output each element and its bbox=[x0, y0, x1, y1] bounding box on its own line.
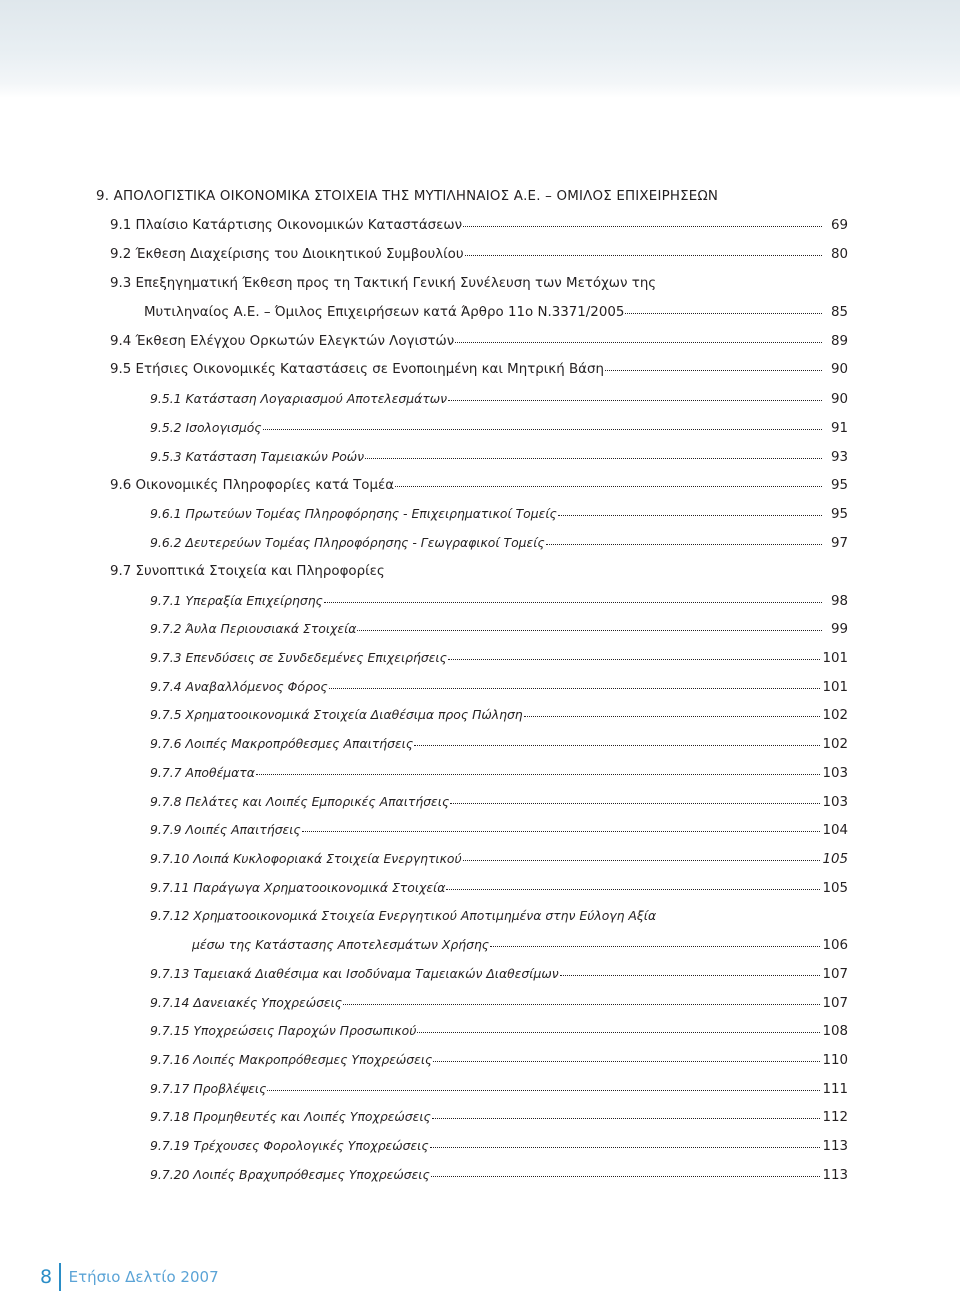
footer-divider bbox=[59, 1263, 61, 1291]
toc-entry-label: 9.7.5 Χρηματοοικονομικά Στοιχεία Διαθέσιμα προς Πώληση bbox=[150, 707, 523, 722]
toc-page-number: 85 bbox=[830, 305, 848, 320]
dot-leader bbox=[324, 601, 822, 603]
dot-leader bbox=[625, 312, 822, 314]
toc-page-number: 97 bbox=[830, 536, 848, 551]
toc-page-number: 89 bbox=[830, 334, 848, 349]
toc-entry-label: 9.1 Πλαίσιο Κατάρτισης Οικονομικών Καταστάσεων bbox=[110, 218, 463, 233]
toc-entry-9-4[interactable] bbox=[110, 330, 848, 354]
toc-page-number: 103 bbox=[822, 795, 848, 810]
toc-entry-label: 9.7.13 Ταμειακά Διαθέσιμα και Ισοδύναμα Ταμειακών Διαθεσίμων bbox=[150, 966, 559, 981]
toc-entry-9-7-2[interactable] bbox=[150, 617, 848, 641]
toc-entry-label: 9.7.11 Παράγωγα Χρηματοοικονομικά Στοιχεία bbox=[150, 880, 446, 895]
toc-entry-9-7-3[interactable] bbox=[150, 646, 848, 670]
toc-entry-9-7-17[interactable] bbox=[150, 1077, 848, 1101]
dot-leader bbox=[463, 225, 822, 227]
dot-leader bbox=[558, 514, 822, 516]
dot-leader bbox=[256, 773, 820, 775]
page-footer bbox=[40, 1262, 219, 1292]
toc-entry-label: 9.2 Έκθεση Διαχείρισης του Διοικητικού Συμβουλίου bbox=[110, 247, 464, 262]
toc-entry-9-7-19[interactable] bbox=[150, 1134, 848, 1158]
toc-page-number: 69 bbox=[830, 218, 848, 233]
toc-entry-9-7-16[interactable] bbox=[150, 1048, 848, 1072]
toc-entry-label: 9.5.3 Κατάσταση Ταμειακών Ροών bbox=[150, 449, 365, 464]
toc-entry-label: 9.7.7 Αποθέματα bbox=[150, 765, 255, 780]
toc-entry-label: Μυτιληναίος Α.Ε. – Όμιλος Επιχειρήσεων κατά Άρθρο 11ο Ν.3371/2005 bbox=[144, 305, 625, 320]
dot-leader bbox=[490, 945, 820, 947]
toc-page-number: 107 bbox=[822, 996, 848, 1011]
dot-leader bbox=[365, 457, 822, 459]
dot-leader bbox=[357, 629, 822, 631]
toc-entry-9-7-12[interactable] bbox=[150, 904, 848, 928]
toc-entry-label: 9.7.16 Λοιπές Μακροπρόθεσμες Υποχρεώσεις bbox=[150, 1052, 433, 1067]
toc-page-number: 110 bbox=[822, 1053, 848, 1068]
toc-entry-9-7-11[interactable] bbox=[150, 876, 848, 900]
dot-leader bbox=[448, 658, 821, 660]
toc-entry-label: 9.7.6 Λοιπές Μακροπρόθεσμες Απαιτήσεις bbox=[150, 736, 414, 751]
toc-entry-label: 9.7.15 Υποχρεώσεις Παροχών Προσωπικού bbox=[150, 1023, 417, 1038]
toc-entry-9-7-7[interactable] bbox=[150, 761, 848, 785]
toc-entry-9-7-18[interactable] bbox=[150, 1105, 848, 1129]
toc-chapter-heading bbox=[96, 185, 816, 209]
toc-entry-label: 9.7.12 Χρηματοοικονομικά Στοιχεία Ενεργητικού Αποτιμημένα στην Εύλογη Αξία bbox=[150, 908, 657, 923]
toc-entry-label: 9.5.2 Ισολογισμός bbox=[150, 420, 262, 435]
toc-entry-9-7-6[interactable] bbox=[150, 732, 848, 756]
toc-page-number: 105 bbox=[822, 881, 848, 896]
dot-leader bbox=[302, 830, 821, 832]
toc-entry-9-6-1[interactable] bbox=[150, 502, 848, 526]
toc-page-number: 90 bbox=[830, 362, 848, 377]
toc-entry-label: 9.7.14 Δανειακές Υποχρεώσεις bbox=[150, 995, 343, 1010]
toc-entry-9-7-9[interactable] bbox=[150, 818, 848, 842]
toc-entry-9-7-20[interactable] bbox=[150, 1163, 848, 1187]
toc-entry-9-7-13[interactable] bbox=[150, 962, 848, 986]
toc-page-number: 101 bbox=[822, 651, 848, 666]
toc-entry-9-1[interactable] bbox=[110, 214, 848, 238]
toc-entry-9-5-3[interactable] bbox=[150, 445, 848, 469]
toc-page-number: 103 bbox=[822, 766, 848, 781]
toc-page-number: 104 bbox=[822, 823, 848, 838]
dot-leader bbox=[448, 399, 822, 401]
toc-entry-label: 9.6 Οικονομικές Πληροφορίες κατά Τομέα bbox=[110, 478, 395, 493]
toc-page-number: 111 bbox=[822, 1082, 848, 1097]
toc-entry-9-2[interactable] bbox=[110, 243, 848, 267]
toc-entry-9-3[interactable] bbox=[110, 272, 848, 296]
toc-page-number: 113 bbox=[822, 1168, 848, 1183]
toc-entry-9-7-15[interactable] bbox=[150, 1019, 848, 1043]
toc-entry-label: 9.7.3 Επενδύσεις σε Συνδεδεμένες Επιχειρήσεις bbox=[150, 650, 447, 665]
dot-leader bbox=[267, 1089, 820, 1091]
toc-page-number: 107 bbox=[822, 967, 848, 982]
toc-entry-9-6-2[interactable] bbox=[150, 531, 848, 555]
toc-page-number: 112 bbox=[822, 1110, 848, 1125]
toc-entry-9-7-8[interactable] bbox=[150, 790, 848, 814]
toc-entry-label: 9.7.18 Προμηθευτές και Λοιπές Υποχρεώσεις bbox=[150, 1109, 431, 1124]
toc-entry-9-7-10[interactable] bbox=[150, 847, 848, 871]
toc-page-number: 113 bbox=[822, 1139, 848, 1154]
footer-publication-title: Ετήσιο Δελτίο 2007 bbox=[68, 1268, 219, 1286]
toc-entry-9-7[interactable] bbox=[110, 560, 848, 584]
toc-entry-label: 9.5.1 Κατάσταση Λογαριασμού Αποτελεσμάτων bbox=[150, 391, 448, 406]
dot-leader bbox=[450, 802, 820, 804]
toc-entry-label: 9.6.1 Πρωτεύων Τομέας Πληροφόρησης - Επιχειρηματικοί Τομείς bbox=[150, 506, 557, 521]
toc-page-number: 98 bbox=[830, 594, 848, 609]
dot-leader bbox=[446, 888, 820, 890]
toc-entry-9-7-12-cont[interactable] bbox=[192, 933, 848, 957]
toc-page-number: 101 bbox=[822, 680, 848, 695]
dot-leader bbox=[560, 974, 821, 976]
dot-leader bbox=[329, 687, 821, 689]
dot-leader bbox=[432, 1117, 821, 1119]
toc-page-number: 105 bbox=[822, 852, 848, 867]
toc-heading-label: 9. ΑΠΟΛΟΓΙΣΤΙΚΑ ΟΙΚΟΝΟΜΙΚΑ ΣΤΟΙΧΕΙΑ ΤΗΣ ΜΥΤΙΛΗΝΑΙΟΣ Α.Ε. – ΟΜΙΛΟΣ ΕΠΙΧΕΙΡΗΣΕΩΝ bbox=[96, 189, 719, 204]
toc-entry-9-6[interactable] bbox=[110, 474, 848, 498]
toc-entry-9-7-1[interactable] bbox=[150, 589, 848, 613]
toc-entry-label: 9.6.2 Δευτερεύων Τομέας Πληροφόρησης - Γεωγραφικοί Τομείς bbox=[150, 535, 545, 550]
dot-leader bbox=[546, 543, 822, 545]
toc-entry-9-5[interactable] bbox=[110, 358, 848, 382]
dot-leader bbox=[263, 428, 822, 430]
toc-page-number: 108 bbox=[822, 1024, 848, 1039]
dot-leader bbox=[605, 369, 822, 371]
toc-entry-label: 9.7 Συνοπτικά Στοιχεία και Πληροφορίες bbox=[110, 564, 385, 579]
toc-entry-label: 9.7.19 Τρέχουσες Φορολογικές Υποχρεώσεις bbox=[150, 1138, 429, 1153]
toc-entry-label: 9.7.8 Πελάτες και Λοιπές Εμπορικές Απαιτήσεις bbox=[150, 794, 450, 809]
toc-page-number: 99 bbox=[830, 622, 848, 637]
toc-entry-label: 9.7.9 Λοιπές Απαιτήσεις bbox=[150, 822, 301, 837]
toc-entry-label: 9.7.2 Άυλα Περιουσιακά Στοιχεία bbox=[150, 621, 357, 636]
toc-entry-9-5-1[interactable] bbox=[150, 387, 848, 411]
dot-leader bbox=[455, 341, 822, 343]
toc-entry-9-5-2[interactable] bbox=[150, 416, 848, 440]
toc-entry-label: 9.7.10 Λοιπά Κυκλοφοριακά Στοιχεία Ενεργητικού bbox=[150, 851, 462, 866]
toc-entry-9-7-5[interactable] bbox=[150, 703, 848, 727]
toc-entry-label: 9.7.20 Λοιπές Βραχυπρόθεσμες Υποχρεώσεις bbox=[150, 1167, 430, 1182]
dot-leader bbox=[465, 254, 822, 256]
toc-page-number: 90 bbox=[830, 392, 848, 407]
toc-page-number: 106 bbox=[822, 938, 848, 953]
dot-leader bbox=[343, 1003, 820, 1005]
toc-page-number: 95 bbox=[830, 507, 848, 522]
dot-leader bbox=[430, 1146, 821, 1148]
dot-leader bbox=[433, 1060, 820, 1062]
toc-entry-label: 9.5 Ετήσιες Οικονομικές Καταστάσεις σε Ενοποιημένη και Μητρική Βάση bbox=[110, 362, 604, 377]
dot-leader bbox=[414, 744, 820, 746]
toc-page-number: 91 bbox=[830, 421, 848, 436]
toc-entry-label: 9.3 Επεξηγηματική Έκθεση προς τη Τακτική Γενική Συνέλευση των Μετόχων της bbox=[110, 276, 657, 291]
toc-entry-label: 9.7.17 Προβλέψεις bbox=[150, 1081, 267, 1096]
dot-leader bbox=[395, 485, 822, 487]
toc-entry-9-7-14[interactable] bbox=[150, 991, 848, 1015]
toc-entry-label: μέσω της Κατάστασης Αποτελεσμάτων Χρήσης bbox=[192, 937, 490, 952]
toc-page-number: 93 bbox=[830, 450, 848, 465]
toc-entry-9-7-4[interactable] bbox=[150, 675, 848, 699]
toc-entry-label: 9.7.1 Υπεραξία Επιχείρησης bbox=[150, 593, 323, 608]
toc-entry-label: 9.7.4 Αναβαλλόμενος Φόρος bbox=[150, 679, 328, 694]
dot-leader bbox=[463, 859, 821, 861]
toc-entry-label: 9.4 Έκθεση Ελέγχου Ορκωτών Ελεγκτών Λογιστών bbox=[110, 334, 455, 349]
toc-entry-9-3-cont[interactable] bbox=[144, 301, 848, 325]
dot-leader bbox=[431, 1175, 821, 1177]
toc-page-number: 102 bbox=[822, 708, 848, 723]
toc-page-number: 102 bbox=[822, 737, 848, 752]
footer-page-number: 8 bbox=[40, 1266, 53, 1288]
toc-page-number: 80 bbox=[830, 247, 848, 262]
dot-leader bbox=[417, 1031, 820, 1033]
dot-leader bbox=[524, 715, 821, 717]
toc-page-number: 95 bbox=[830, 478, 848, 493]
